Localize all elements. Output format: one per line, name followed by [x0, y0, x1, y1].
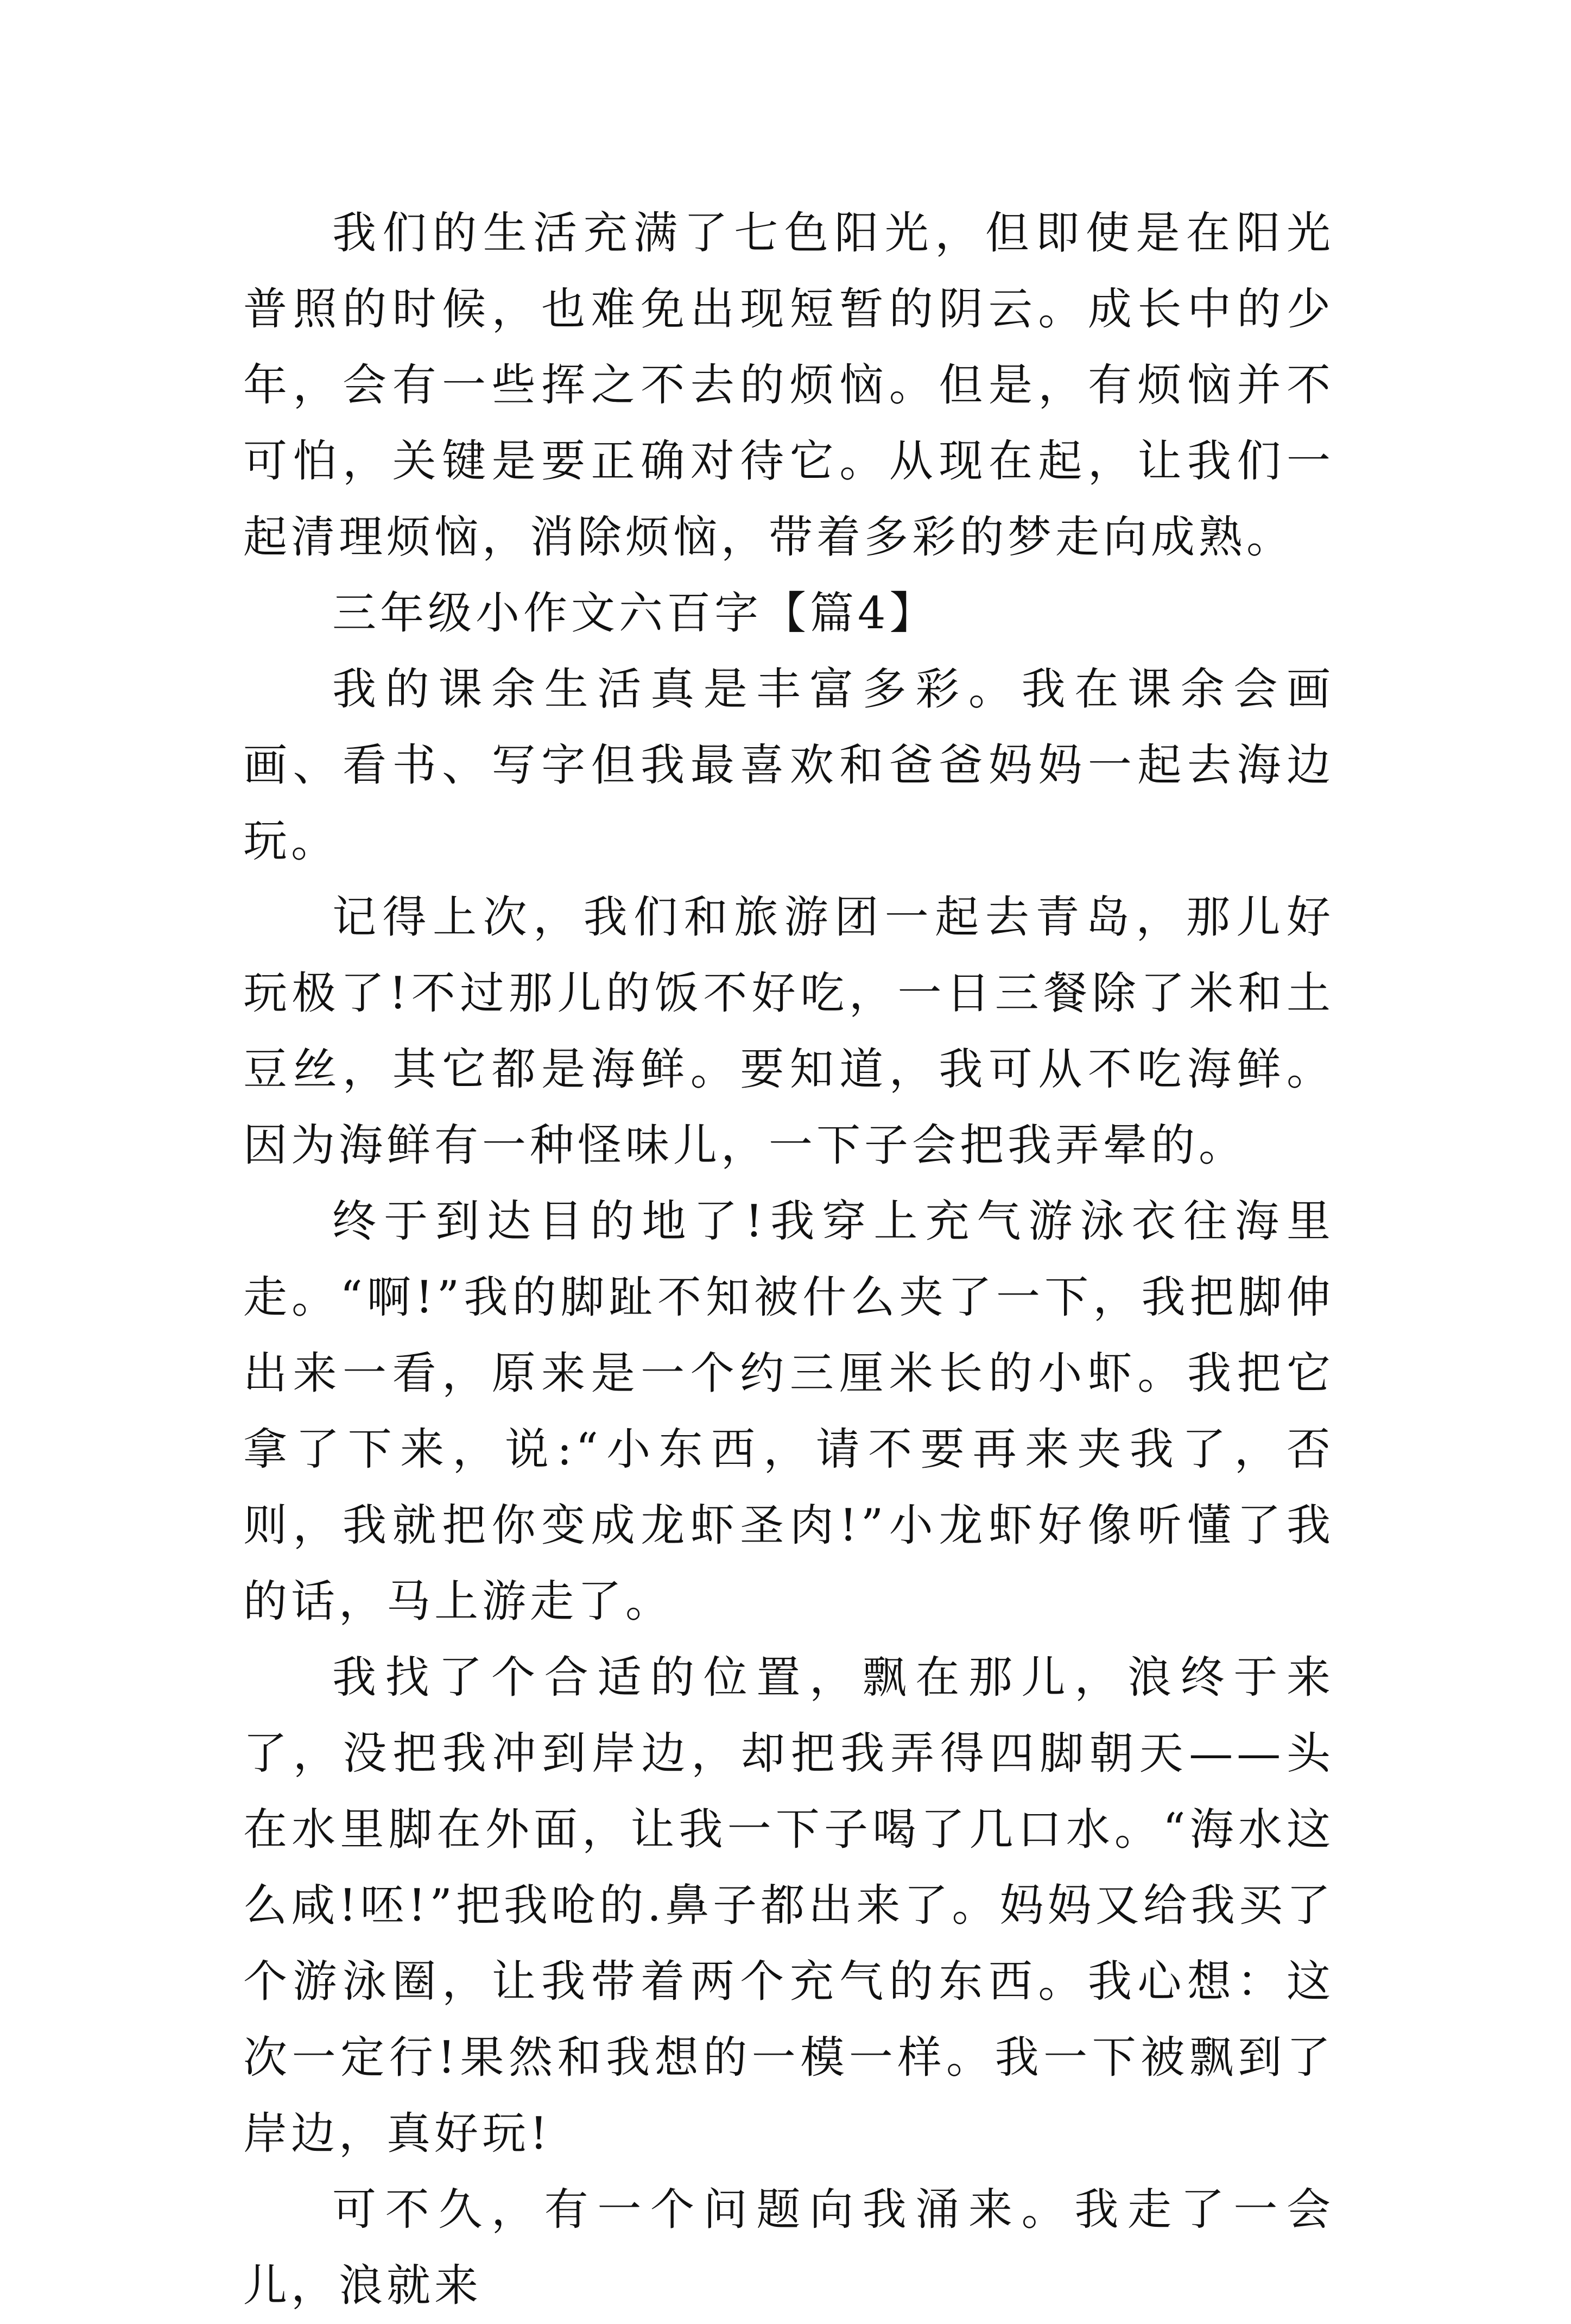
paragraph-qingdao-trip: 记得上次，我们和旅游团一起去青岛，那儿好玩极了!不过那儿的饭不好吃，一日三餐除了米和土豆丝，其它都是海鲜。要知道，我可从不吃海鲜。因为海鲜有一种怪味儿，一下子会把我弄晕的。 [243, 892, 1334, 1171]
essay-heading: 三年级小作文六百字【篇4】 [332, 588, 937, 639]
paragraph-shrimp: 终于到达目的地了!我穿上充气游泳衣往海里走。“啊!”我的脚趾不知被什么夹了一下，我把脚伸出来一看，原来是一个约三厘米长的小虾。我把它拿了下来，说:“小东西，请不要再来夹我了，否则，我就把你变成龙虾圣肉!”小龙虾好像听懂了我的话，马上游走了。 [243, 1196, 1334, 1627]
paragraph-intro-ending: 我们的生活充满了七色阳光，但即使是在阳光普照的时候，也难免出现短暂的阴云。成长中的少年，会有一些挥之不去的烦恼。但是，有烦恼并不可怕，关键是要正确对待它。从现在起，让我们一起清理烦恼，消除烦恼，带着多彩的梦走向成熟。 [243, 208, 1334, 563]
document-body [243, 195, 1334, 2324]
paragraph-waves: 我找了个合适的位置，飘在那儿，浪终于来了，没把我冲到岸边，却把我弄得四脚朝天——头在水里脚在外面，让我一下子喝了几口水。“海水这么咸!呸!”把我呛的.鼻子都出来了。妈妈又给我买了个游泳圈，让我带着两个充气的东西。我心想：这次一定行!果然和我想的一模一样。我一下被飘到了岸边，真好玩! [243, 1652, 1334, 2159]
paragraph-problem: 可不久，有一个问题向我涌来。我走了一会儿，浪就来 [243, 2184, 1334, 2312]
paragraph-after-school-life: 我的课余生活真是丰富多彩。我在课余会画画、看书、写字但我最喜欢和爸爸妈妈一起去海边玩。 [243, 664, 1334, 867]
